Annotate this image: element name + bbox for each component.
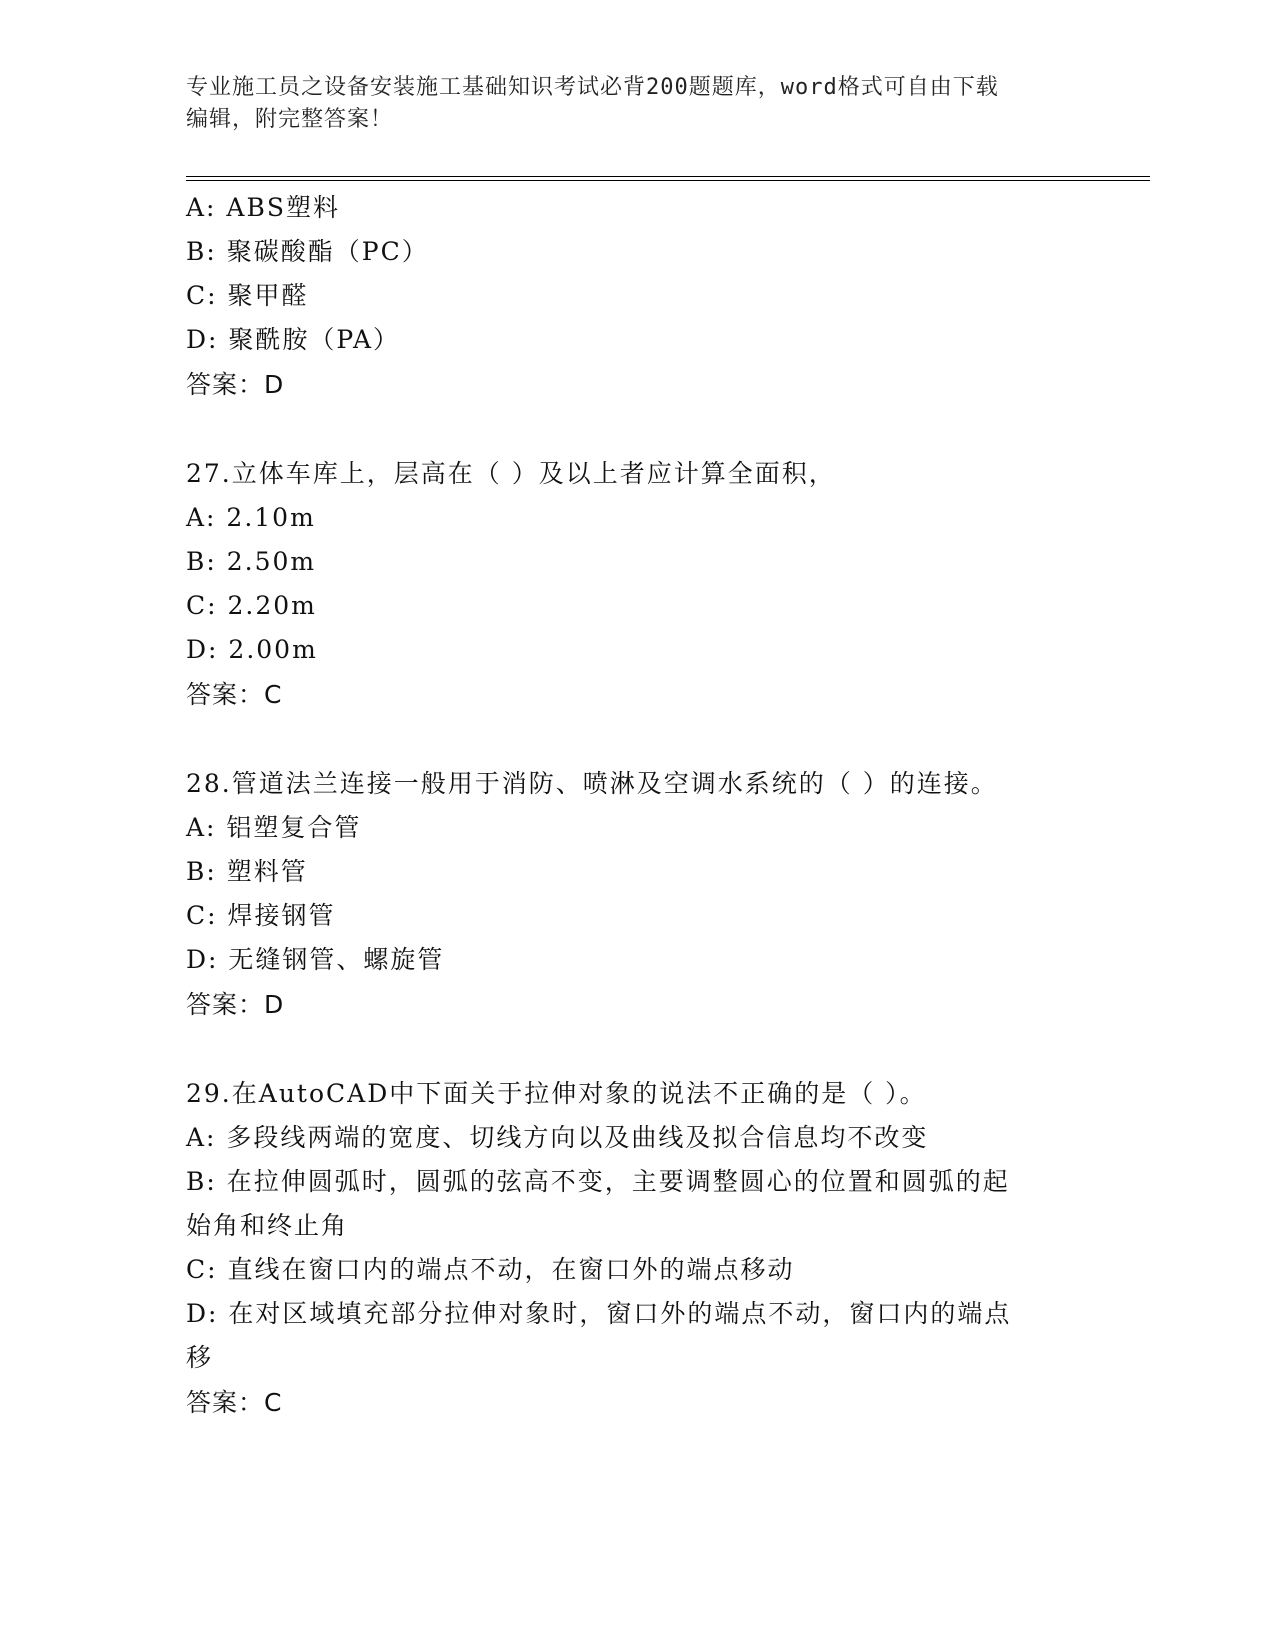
header-title-line-1: 专业施工员之设备安装施工基础知识考试必背200题题库，word格式可自由下载 bbox=[186, 75, 999, 100]
option-b: B: 聚碳酸酯（PC） bbox=[186, 237, 429, 266]
answer-label: 答案：C bbox=[186, 1388, 283, 1417]
option-a: A: ABS塑料 bbox=[186, 193, 340, 222]
answer-label: 答案：D bbox=[186, 370, 285, 399]
option-d: D: 在对区域填充部分拉伸对象时，窗口外的端点不动，窗口内的端点 bbox=[186, 1299, 1012, 1328]
spacer bbox=[186, 408, 1086, 452]
option-a: A: 多段线两端的宽度、切线方向以及曲线及拟合信息均不改变 bbox=[186, 1123, 929, 1152]
answer-label: 答案：D bbox=[186, 990, 285, 1019]
option-d: D: 2.00m bbox=[186, 635, 318, 664]
question-list bbox=[186, 186, 1086, 1426]
answer-label: 答案：C bbox=[186, 680, 283, 709]
question-stem: 27.立体车库上，层高在（ ）及以上者应计算全面积， bbox=[186, 459, 836, 488]
page-header bbox=[186, 72, 1066, 136]
option-c: C: 焊接钢管 bbox=[186, 901, 336, 930]
option-c: C: 2.20m bbox=[186, 591, 317, 620]
question-29 bbox=[186, 1072, 1086, 1426]
option-d: D: 聚酰胺（PA） bbox=[186, 325, 400, 354]
option-b-continued: 始角和终止角 bbox=[186, 1211, 349, 1240]
question-28 bbox=[186, 762, 1086, 1028]
option-b: B: 2.50m bbox=[186, 547, 317, 576]
option-b: B: 塑料管 bbox=[186, 857, 308, 886]
option-b: B: 在拉伸圆弧时，圆弧的弦高不变，主要调整圆心的位置和圆弧的起 bbox=[186, 1167, 1010, 1196]
question-26 bbox=[186, 186, 1086, 408]
spacer bbox=[186, 718, 1086, 762]
spacer bbox=[186, 1028, 1086, 1072]
option-d: D: 无缝钢管、螺旋管 bbox=[186, 945, 445, 974]
option-a: A: 2.10m bbox=[186, 503, 316, 532]
option-c: C: 聚甲醛 bbox=[186, 281, 309, 310]
option-a: A: 铝塑复合管 bbox=[186, 813, 362, 842]
option-d-continued: 移 bbox=[186, 1343, 214, 1372]
header-divider bbox=[186, 176, 1150, 181]
header-title-line-2: 编辑，附完整答案！ bbox=[186, 107, 394, 132]
question-stem: 29.在AutoCAD中下面关于拉伸对象的说法不正确的是（ ）。 bbox=[186, 1079, 927, 1108]
question-stem: 28.管道法兰连接一般用于消防、喷淋及空调水系统的（ ）的连接。 bbox=[186, 769, 998, 798]
question-27 bbox=[186, 452, 1086, 718]
option-c: C: 直线在窗口内的端点不动，在窗口外的端点移动 bbox=[186, 1255, 795, 1284]
